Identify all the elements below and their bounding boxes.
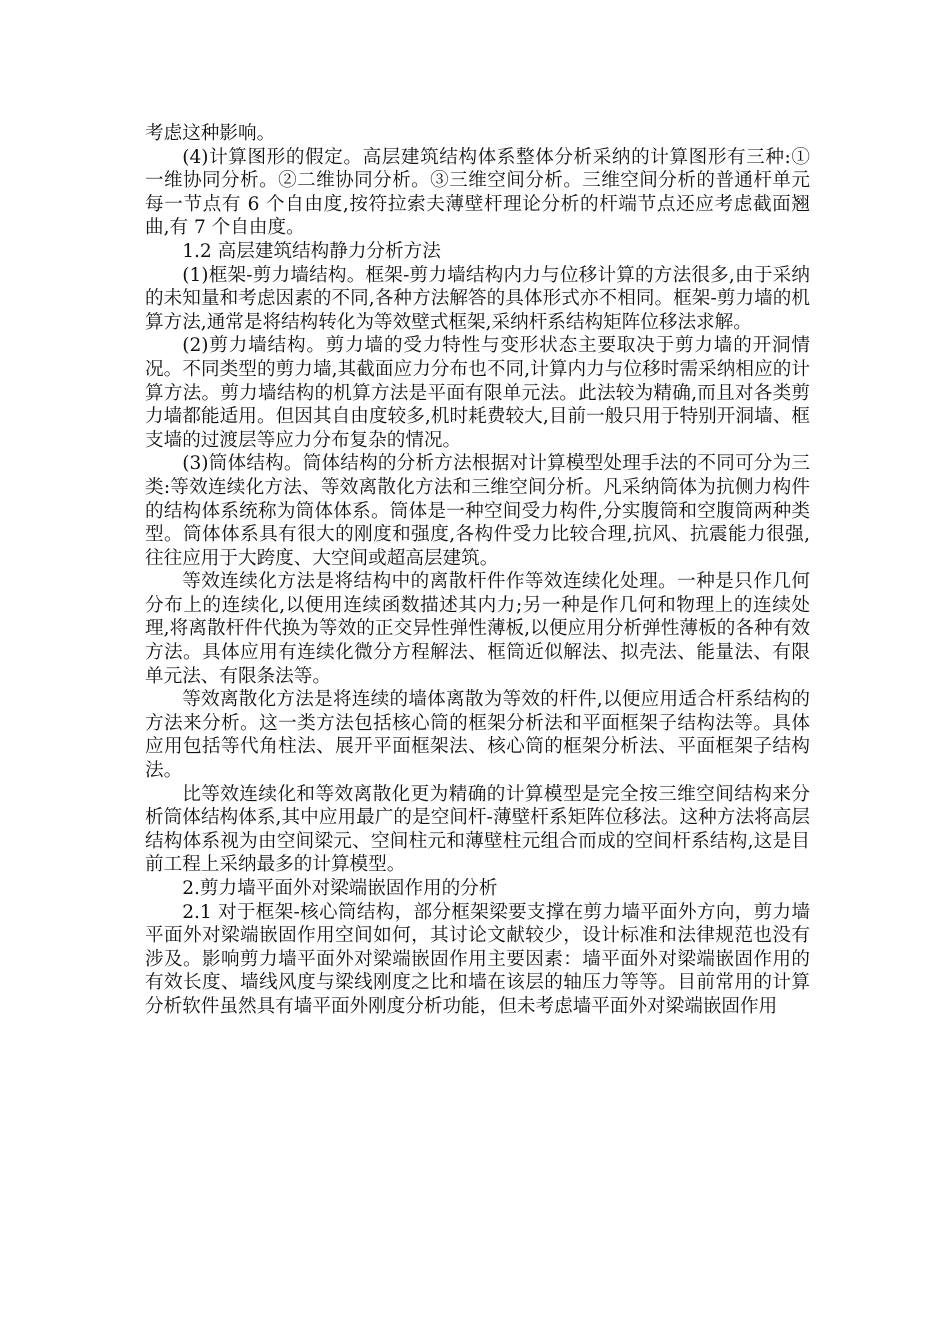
paragraph-frame-shear-wall: (1)框架-剪力墙结构。框架-剪力墙结构内力与位移计算的方法很多,由于采纳的未知量和考虑因素的不同,各种方法解答的具体形式亦不相同。框架-剪力墙的机算方法,通常是将结构转化为等效壁式框架,采纳杆系结构矩阵位移法求解。 — [145, 264, 810, 333]
paragraph-2-1: 2.1 对于框架-核心筒结构，部分框架梁要支撑在剪力墙平面外方向，剪力墙平面外对梁端嵌固作用空间如何，其讨论文献较少，设计标准和法律规范也没有涉及。影响剪力墙平面外对梁端嵌固作用主要因素：墙平面外对梁端嵌固作用的有效长度、墙线风度与梁线刚度之比和墙在该层的轴压力等等。目前常用的计算分析软件虽然具有墙平面外刚度分析功能，但未考虑墙平面外对梁端嵌固作用 — [145, 901, 810, 1017]
paragraph-equivalent-discrete: 等效离散化方法是将连续的墙体离散为等效的杆件,以便应用适合杆系结构的方法来分析。这一类方法包括核心筒的框架分析法和平面框架子结构法等。具体应用包括等代角柱法、展开平面框架法、核心筒的框架分析法、平面框架子结构法。 — [145, 689, 810, 782]
paragraph-continuation: 考虑这种影响。 — [145, 123, 276, 144]
document-page — [145, 122, 810, 1019]
paragraph-3d-model: 比等效连续化和等效离散化更为精确的计算模型是完全按三维空间结构来分析筒体结构体系,其中应用最广的是空间杆-薄壁杆系矩阵位移法。这种方法将高层结构体系视为由空间梁元、空间柱元和薄壁柱元组合而成的空间杆系结构,这是目前工程上采纳最多的计算模型。 — [145, 783, 810, 876]
paragraph-equivalent-continuous: 等效连续化方法是将结构中的离散杆件作等效连续化处理。一种是只作几何分布上的连续化,以便用连续函数描述其内力;另一种是作几何和物理上的连续处理,将离散杆件代换为等效的正交异性弹性薄板,以便应用分析弹性薄板的各种有效方法。具体应用有连续化微分方程解法、框筒近似解法、拟壳法、能量法、有限单元法、有限条法等。 — [145, 571, 810, 687]
section-heading-2: 2.剪力墙平面外对梁端嵌固作用的分析 — [182, 878, 498, 899]
paragraph-calc-figure-assumption: (4)计算图形的假定。高层建筑结构体系整体分析采纳的计算图形有三种:① 一维协同分析。②二维协同分析。③三维空间分析。三维空间分析的普通杆单元每一节点有 6 个自由度,按符拉索夫薄壁杆理论分析的杆端节点还应考虑截面翘曲,有 7 个自由度。 — [145, 146, 810, 239]
section-heading-1-2: 1.2 高层建筑结构静力分析方法 — [182, 240, 441, 262]
paragraph-shear-wall: (2)剪力墙结构。剪力墙的受力特性与变形状态主要取决于剪力墙的开洞情况。不同类型的剪力墙,其截面应力分布也不同,计算内力与位移时需采纳相应的计算方法。剪力墙结构的机算方法是平面有限单元法。此法较为精确,而且对各类剪力墙都能适用。但因其自由度较多,机时耗费较大,目前一般只用于特别开洞墙、框支墙的过渡层等应力分布复杂的情况。 — [145, 335, 810, 451]
paragraph-tube-structure: (3)筒体结构。筒体结构的分析方法根据对计算模型处理手法的不同可分为三类:等效连续化方法、等效离散化方法和三维空间分析。凡采纳筒体为抗侧力构件的结构体系统称为筒体体系。筒体是一种空间受力构件,分实腹筒和空腹筒两种类型。筒体体系具有很大的刚度和强度,各构件受力比较合理,抗风、抗震能力很强,往往应用于大跨度、大空间或超高层建筑。 — [145, 453, 810, 569]
